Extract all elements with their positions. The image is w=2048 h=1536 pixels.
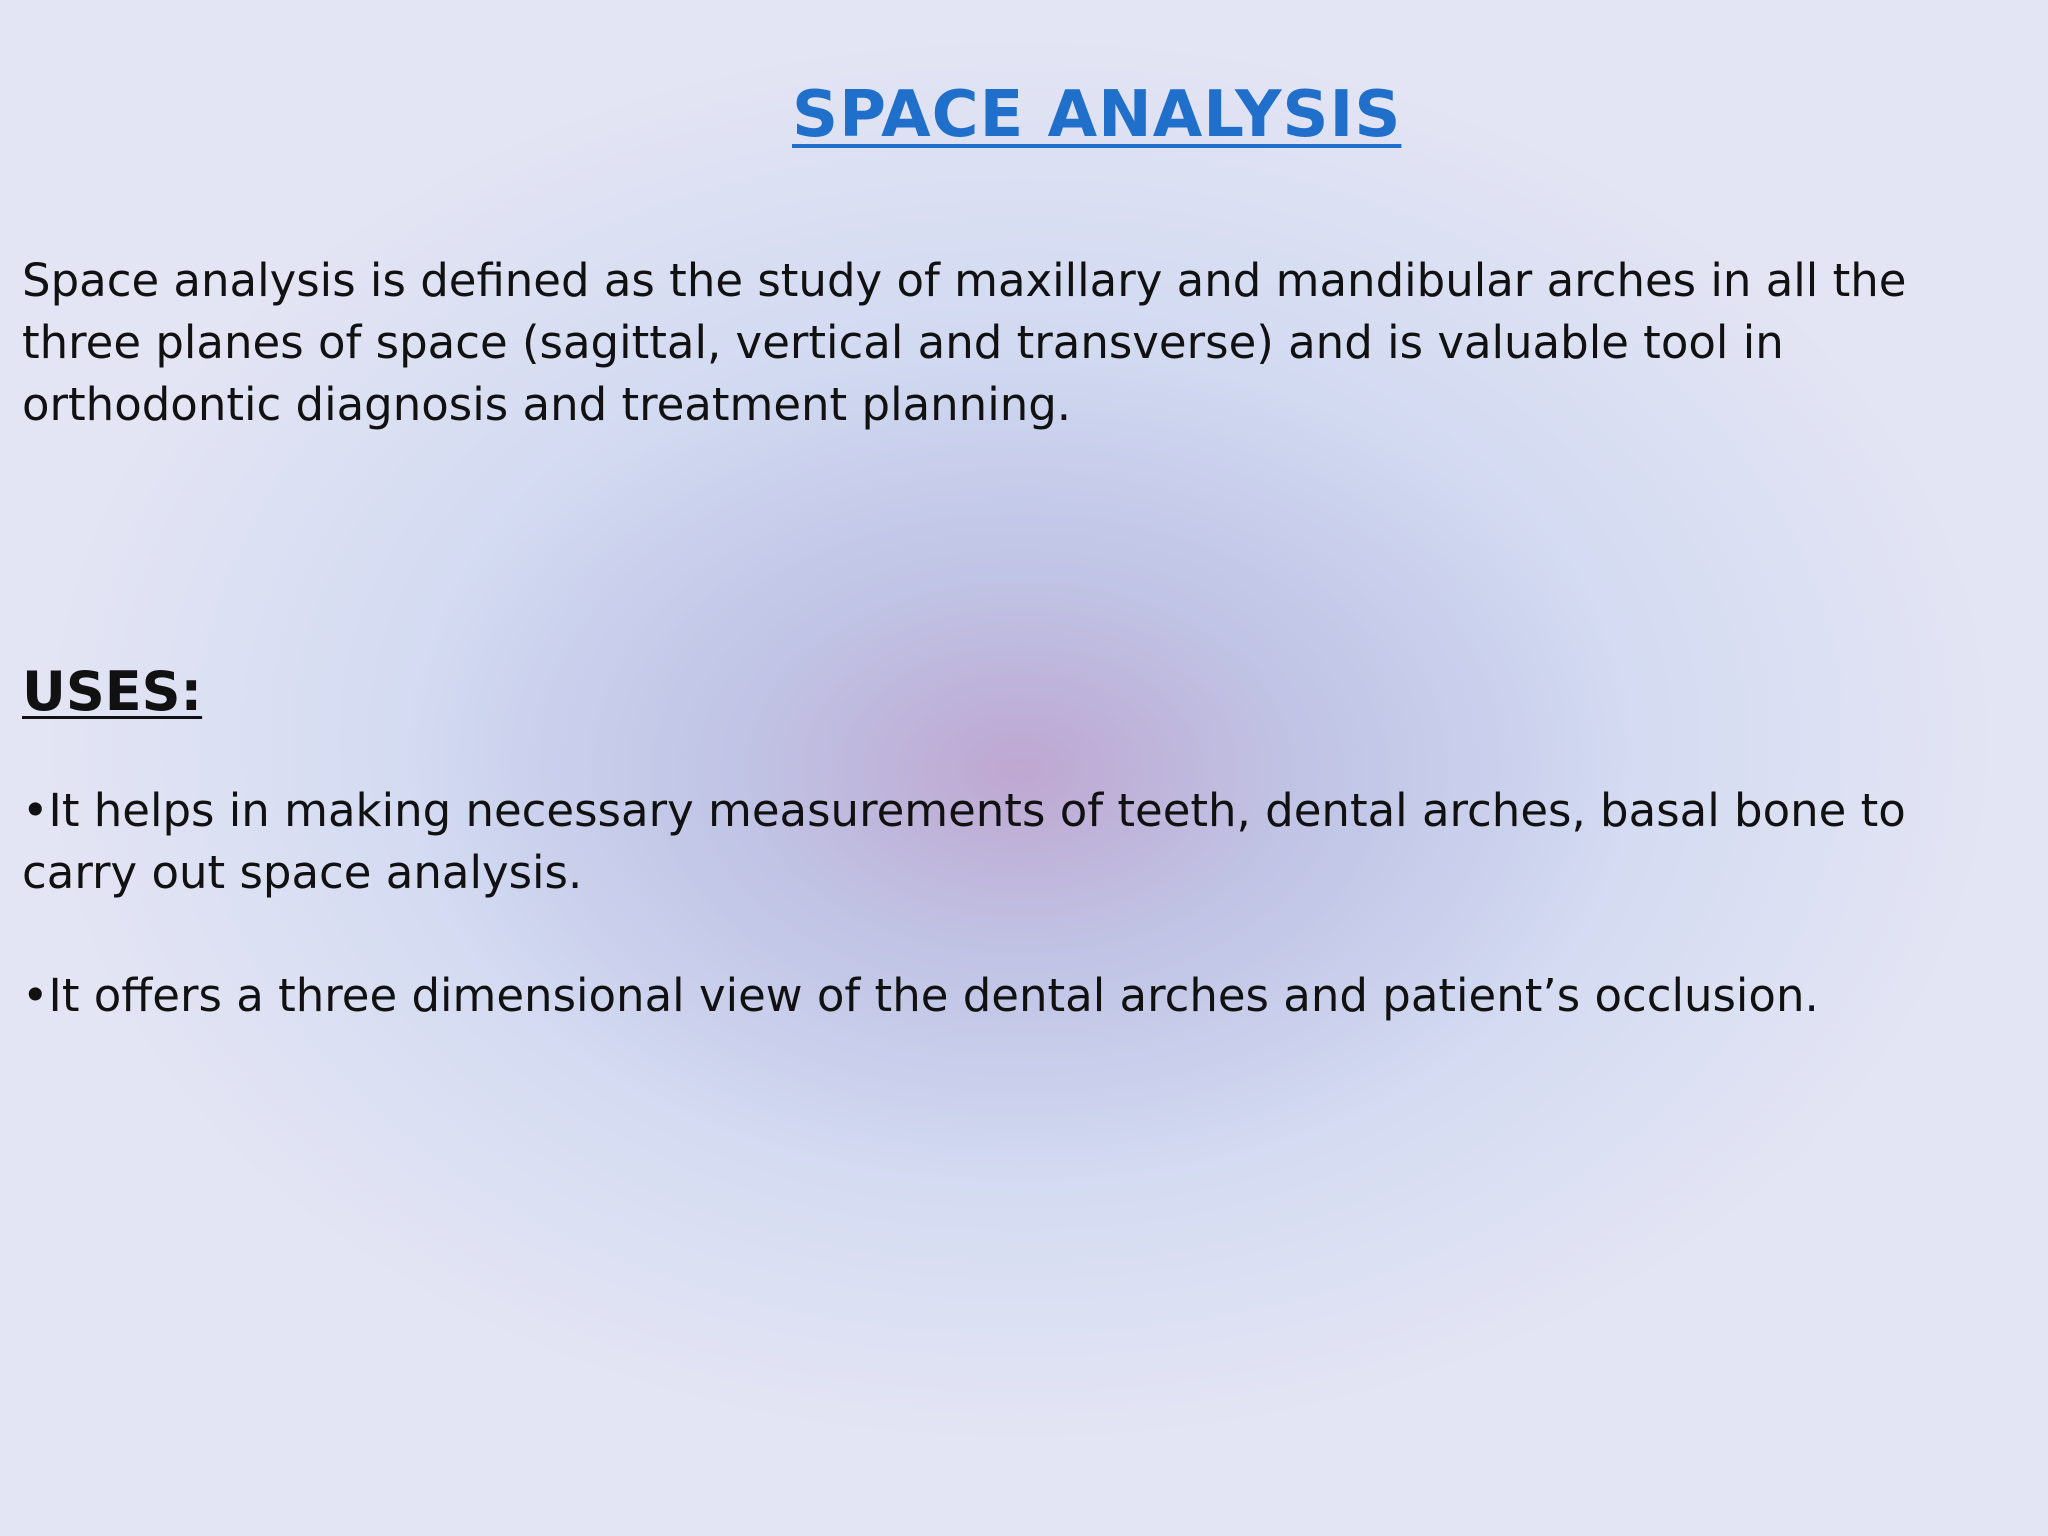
slide-title: SPACE ANALYSIS <box>792 78 1402 152</box>
definition-paragraph: Space analysis is defined as the study of maxillary and mandibular arches in all the three planes of space (sagittal, vertical and transverse) and is valuable tool in orthodontic diagnosis and treatment planning. <box>22 254 1907 431</box>
use-item-1: •It helps in making necessary measurements of teeth, dental arches, basal bone to carry out space analysis. <box>22 784 1906 899</box>
uses-heading: USES: <box>22 660 203 723</box>
use-item-2: •It offers a three dimensional view of the dental arches and patient’s occlusion. <box>22 969 1819 1022</box>
